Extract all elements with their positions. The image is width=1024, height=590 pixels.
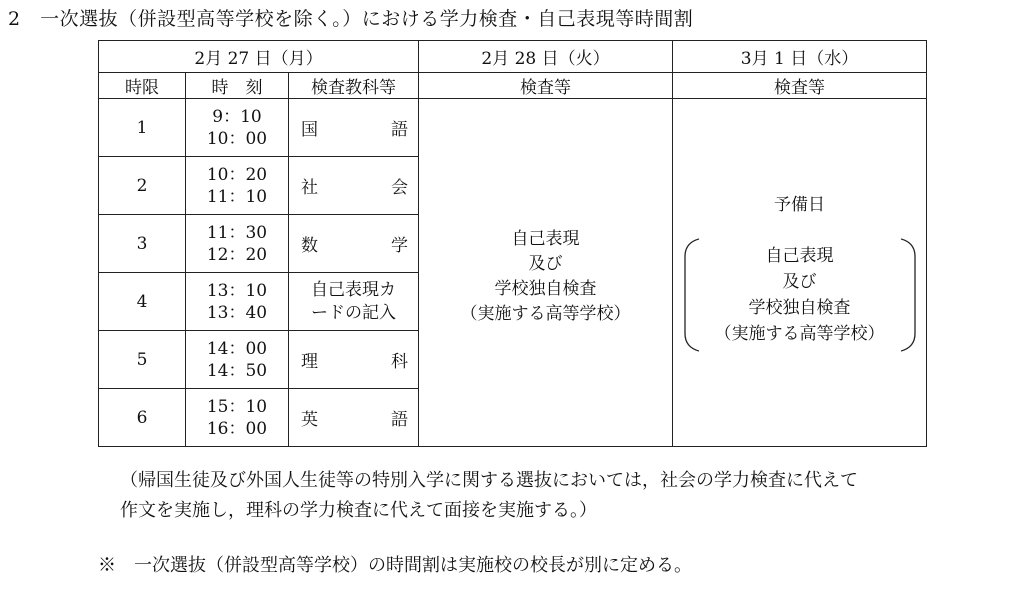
period-column-header: 時限 bbox=[99, 73, 186, 99]
day2-column-header: 検査等 bbox=[419, 73, 673, 99]
day3-content bbox=[673, 99, 927, 447]
end-time: 14：50 bbox=[206, 360, 268, 381]
subject-cell bbox=[289, 157, 419, 215]
period-number: 2 bbox=[99, 157, 186, 215]
end-time: 12：20 bbox=[206, 244, 268, 265]
day2-line: 及び bbox=[528, 253, 563, 274]
subject-cell bbox=[289, 215, 419, 273]
right-bracket-icon bbox=[899, 237, 919, 353]
left-bracket-icon bbox=[681, 237, 701, 353]
subject-cell bbox=[289, 331, 419, 389]
day2-content bbox=[419, 99, 673, 447]
time-column-header: 時 刻 bbox=[186, 73, 289, 99]
start-time: 13：10 bbox=[206, 280, 268, 301]
bracketed-note bbox=[681, 237, 919, 353]
end-time: 11：10 bbox=[206, 186, 268, 207]
subject-char-1: 理 bbox=[301, 352, 318, 372]
day3-line: 自己表現 bbox=[765, 245, 834, 266]
table-row bbox=[99, 99, 927, 157]
footnote: ※ 一次選抜（併設型高等学校）の時間割は実施校の校長が別に定める。 bbox=[98, 555, 692, 576]
time-range bbox=[186, 389, 289, 447]
subject-column-header: 検査教科等 bbox=[289, 73, 419, 99]
time-range bbox=[186, 331, 289, 389]
day3-line: 学校独自検査 bbox=[748, 297, 851, 318]
day2-line: 自己表現 bbox=[511, 228, 580, 249]
day2-line: （実施する高等学校） bbox=[460, 303, 631, 324]
subject-char-1: 数 bbox=[301, 236, 318, 256]
subject-char-2: 科 bbox=[391, 352, 409, 372]
subject-char-2: 会 bbox=[391, 178, 409, 198]
day3-line: 及び bbox=[782, 271, 817, 292]
subject-char-2: 学 bbox=[391, 236, 409, 256]
note-paragraph bbox=[120, 466, 1020, 526]
subject-char-2: 語 bbox=[391, 410, 409, 430]
subject-line-1: 自己表現カ bbox=[311, 279, 397, 300]
start-time: 11：30 bbox=[206, 222, 268, 243]
period-number: 6 bbox=[99, 389, 186, 447]
start-time: 15：10 bbox=[206, 396, 268, 417]
day2-header: 2月 28 日（火） bbox=[419, 41, 673, 73]
day3-header: 3月 1 日（水） bbox=[673, 41, 927, 73]
start-time: 9：10 bbox=[212, 106, 262, 127]
subject-cell bbox=[289, 273, 419, 331]
subject-cell bbox=[289, 389, 419, 447]
day3-line: （実施する高等学校） bbox=[714, 323, 885, 344]
schedule-table bbox=[98, 40, 927, 447]
period-number: 1 bbox=[99, 99, 186, 157]
section-heading: 2 一次選抜（併設型高等学校を除く。）における学力検査・自己表現等時間割 bbox=[8, 8, 694, 30]
subject-line-2: ードの記入 bbox=[311, 302, 397, 323]
subject-char-1: 社 bbox=[301, 178, 318, 198]
period-number: 3 bbox=[99, 215, 186, 273]
day2-line: 学校独自検査 bbox=[494, 278, 597, 299]
end-time: 13：40 bbox=[206, 302, 268, 323]
start-time: 10：20 bbox=[206, 164, 268, 185]
time-range bbox=[186, 99, 289, 157]
period-number: 5 bbox=[99, 331, 186, 389]
start-time: 14：00 bbox=[206, 338, 268, 359]
note-line: （帰国生徒及び外国人生徒等の特別入学に関する選抜においては，社会の学力検査に代えて bbox=[120, 470, 858, 491]
time-range bbox=[186, 157, 289, 215]
subject-char-2: 語 bbox=[391, 120, 409, 140]
subject-char-1: 国 bbox=[301, 120, 318, 140]
reserve-day-label: 予備日 bbox=[774, 194, 826, 215]
time-range bbox=[186, 215, 289, 273]
note-line: 作文を実施し，理科の学力検査に代えて面接を実施する。） bbox=[120, 500, 597, 521]
end-time: 16：00 bbox=[206, 418, 268, 439]
day1-header: 2月 27 日（月） bbox=[99, 41, 419, 73]
subject-cell bbox=[289, 99, 419, 157]
time-range bbox=[186, 273, 289, 331]
subject-char-1: 英 bbox=[301, 410, 318, 430]
period-number: 4 bbox=[99, 273, 186, 331]
end-time: 10：00 bbox=[206, 128, 268, 149]
day3-column-header: 検査等 bbox=[673, 73, 927, 99]
